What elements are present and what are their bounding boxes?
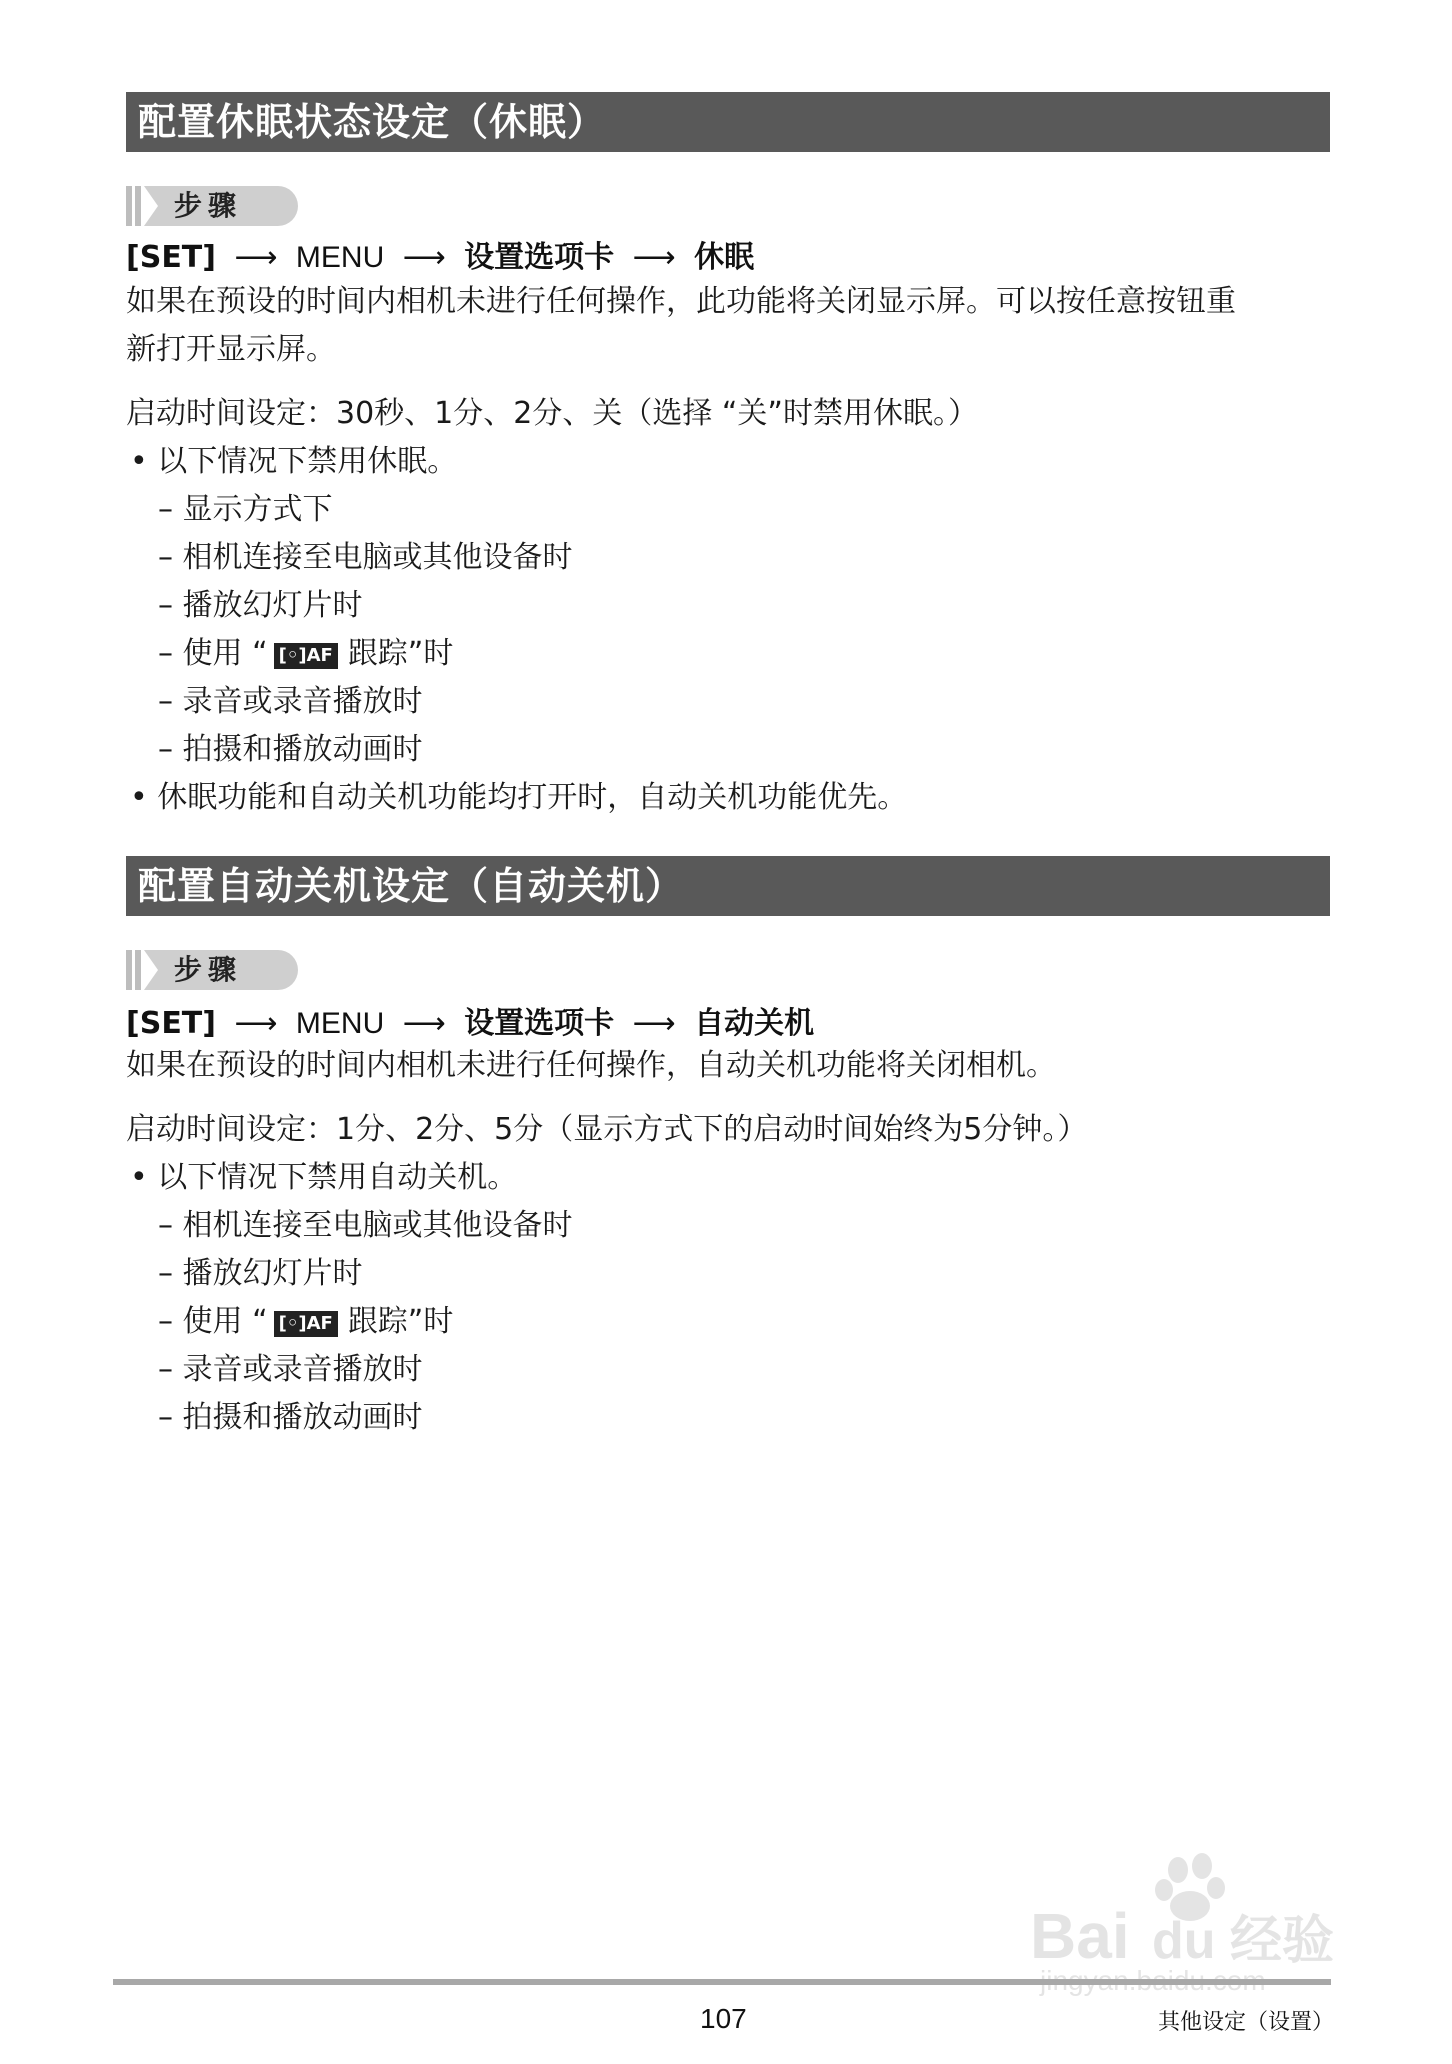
sub-list-item: – 相机连接至电脑或其他设备时 xyxy=(158,1208,573,1243)
sub-list-item xyxy=(158,634,453,674)
section-title-sleep: 配置休眠状态设定（休眠） xyxy=(126,92,1330,152)
nav-path xyxy=(126,238,754,278)
watermark-brand: Bai xyxy=(1030,1900,1130,1972)
steps-label: 步骤 xyxy=(144,950,298,990)
footer-divider xyxy=(113,1979,1331,1985)
sub-list-item: – 拍摄和播放动画时 xyxy=(158,1400,423,1435)
description-line: 如果在预设的时间内相机未进行任何操作，此功能将关闭显示屏。可以按任意按钮重 xyxy=(126,284,1236,319)
watermark-cn: 经验 xyxy=(1230,1911,1335,1971)
nav-tab: 设置选项卡 xyxy=(464,1006,615,1041)
steps-label: 步骤 xyxy=(144,186,298,226)
arrow-icon: ⟶ xyxy=(632,1006,676,1041)
arrow-icon: ⟶ xyxy=(402,240,446,275)
nav-menu: MENU xyxy=(295,1007,385,1040)
sub-list-item: – 相机连接至电脑或其他设备时 xyxy=(158,540,573,575)
sub-list-item: – 播放幻灯片时 xyxy=(158,1256,363,1291)
sub-list-item: – 播放幻灯片时 xyxy=(158,588,363,623)
af-tracking-icon: [◦]AF xyxy=(274,643,338,669)
nav-menu: MENU xyxy=(295,241,385,274)
arrow-icon: ⟶ xyxy=(234,1006,278,1041)
steps-tag xyxy=(126,186,298,226)
bullet-item: • 休眠功能和自动关机功能均打开时，自动关机功能优先。 xyxy=(130,780,908,815)
arrow-icon: ⟶ xyxy=(632,240,676,275)
bullet-item: • 以下情况下禁用自动关机。 xyxy=(130,1160,518,1195)
arrow-icon: ⟶ xyxy=(234,240,278,275)
nav-item: 自动关机 xyxy=(694,1006,815,1041)
description-line: 如果在预设的时间内相机未进行任何操作，自动关机功能将关闭相机。 xyxy=(126,1048,1056,1083)
startup-time-text: 启动时间设定：30秒、1分、2分、关（选择 “关”时禁用休眠。） xyxy=(126,396,978,431)
section-title-auto-power-off: 配置自动关机设定（自动关机） xyxy=(126,856,1330,916)
bullet-item: • 以下情况下禁用休眠。 xyxy=(130,444,458,479)
sub-list-item: – 录音或录音播放时 xyxy=(158,1352,423,1387)
nav-tab: 设置选项卡 xyxy=(464,240,615,275)
sub-list-item: – 录音或录音播放时 xyxy=(158,684,423,719)
sub-list-item: – 拍摄和播放动画时 xyxy=(158,732,423,767)
sub-list-item-prefix: – 使用 “ xyxy=(158,1304,268,1339)
startup-time-text: 启动时间设定：1分、2分、5分（显示方式下的启动时间始终为5分钟。） xyxy=(126,1112,1088,1147)
arrow-icon: ⟶ xyxy=(402,1006,446,1041)
nav-set: [SET] xyxy=(126,1006,216,1041)
sub-list-item xyxy=(158,1302,453,1342)
nav-path xyxy=(126,1004,814,1044)
baidu-watermark-logo xyxy=(1030,1848,1360,1998)
nav-set: [SET] xyxy=(126,240,216,275)
steps-tag xyxy=(126,950,298,990)
nav-item: 休眠 xyxy=(694,240,755,275)
sub-list-item: – 显示方式下 xyxy=(158,492,333,527)
description-line: 新打开显示屏。 xyxy=(126,332,336,367)
sub-list-item-prefix: – 使用 “ xyxy=(158,636,268,671)
sub-list-item-suffix: 跟踪”时 xyxy=(347,1304,454,1339)
footer-section-label: 其他设定（设置） xyxy=(1158,2010,1335,2035)
af-tracking-icon: [◦]AF xyxy=(274,1311,338,1337)
sub-list-item-suffix: 跟踪”时 xyxy=(347,636,454,671)
page-number: 107 xyxy=(700,2003,747,2034)
watermark-paw-text: du xyxy=(1152,1912,1216,1970)
